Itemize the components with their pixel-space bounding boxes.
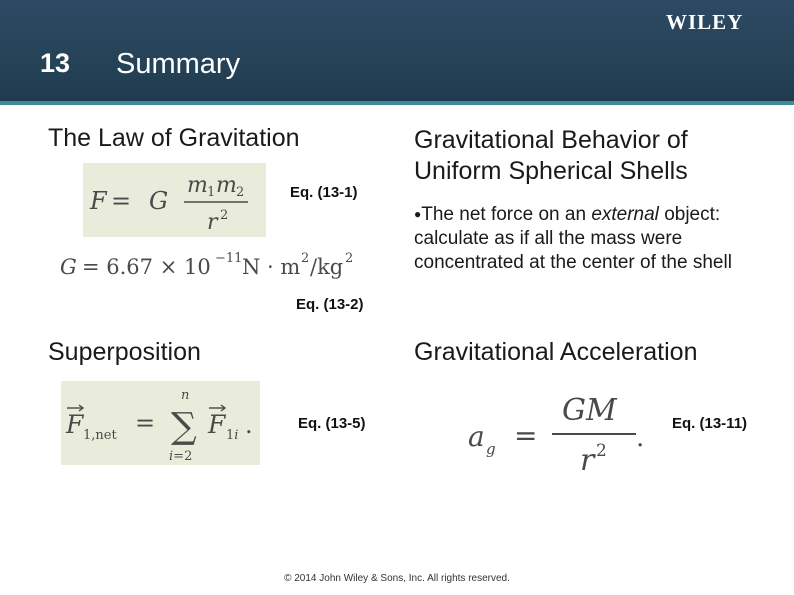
svg-text:n: n xyxy=(181,388,190,403)
svg-text:2: 2 xyxy=(596,441,607,461)
svg-text:N · m: N · m xyxy=(242,255,301,279)
svg-text:=: = xyxy=(111,187,132,215)
eq-13-1-label: Eq. (13-1) xyxy=(290,184,358,201)
section-heading-acceleration: Gravitational Acceleration xyxy=(414,338,698,366)
svg-text:−11: −11 xyxy=(215,251,243,266)
bullet-dot-icon: ● xyxy=(414,207,422,221)
eq-13-2-label: Eq. (13-2) xyxy=(296,296,364,313)
svg-text:F: F xyxy=(208,410,226,439)
svg-text:m: m xyxy=(216,173,237,198)
equation-13-5-graphic xyxy=(61,381,260,465)
section-heading-shells: Gravitational Behavior of Uniform Spherical Shells xyxy=(414,126,688,185)
equation-13-1 xyxy=(83,163,266,237)
svg-text:G: G xyxy=(149,187,169,215)
eq-13-5-label: Eq. (13-5) xyxy=(298,415,366,432)
svg-text:r: r xyxy=(580,443,595,478)
svg-text:F: F xyxy=(90,187,107,215)
svg-text:=: = xyxy=(514,419,538,452)
publisher-logo: WILEY xyxy=(666,10,744,34)
shell-bullet xyxy=(414,202,764,275)
equation-13-11-graphic xyxy=(464,388,654,478)
svg-text:1i: 1i xyxy=(226,428,239,443)
svg-text:1,net: 1,net xyxy=(83,428,117,443)
svg-text:a: a xyxy=(468,420,485,453)
copyright-footer: © 2014 John Wiley & Sons, Inc. All rights reserved. xyxy=(284,573,510,584)
slide-title: Summary xyxy=(116,48,241,80)
svg-text:GM: GM xyxy=(562,393,617,428)
shell-bullet-emphasis: external xyxy=(591,204,659,225)
svg-text:1: 1 xyxy=(207,185,216,200)
svg-text:F: F xyxy=(66,410,84,439)
svg-text:2: 2 xyxy=(220,208,229,223)
svg-text:G: G xyxy=(60,255,77,279)
svg-text:.: . xyxy=(636,423,645,453)
section-heading-law: The Law of Gravitation xyxy=(48,124,300,152)
svg-text:∑: ∑ xyxy=(171,406,197,447)
svg-text:m: m xyxy=(187,173,208,198)
section-heading-superposition: Superposition xyxy=(48,338,201,366)
equation-gravitational-constant-graphic xyxy=(60,247,380,283)
svg-text:= 6.67 × 10: = 6.67 × 10 xyxy=(82,255,211,279)
svg-text:r: r xyxy=(207,210,218,235)
chapter-number: 13 xyxy=(40,48,71,78)
header-rule xyxy=(0,101,794,105)
shell-bullet-post: object: calculate as if all the mass were concentrated at the center of the shell xyxy=(414,204,732,273)
svg-text:2: 2 xyxy=(236,185,245,200)
svg-text:2: 2 xyxy=(345,251,354,266)
svg-text:2: 2 xyxy=(301,251,310,266)
svg-text:g: g xyxy=(486,440,496,458)
svg-text:=: = xyxy=(135,409,156,437)
svg-text:/kg: /kg xyxy=(310,255,344,279)
equation-13-1-graphic xyxy=(83,163,266,237)
equation-gravitational-constant xyxy=(60,247,380,283)
svg-text:i=2: i=2 xyxy=(169,449,193,464)
eq-13-11-label: Eq. (13-11) xyxy=(672,415,748,432)
shell-bullet-pre: The net force on an xyxy=(421,204,592,225)
equation-13-11 xyxy=(464,388,654,478)
svg-text:.: . xyxy=(245,411,253,439)
equation-13-5 xyxy=(61,381,260,465)
